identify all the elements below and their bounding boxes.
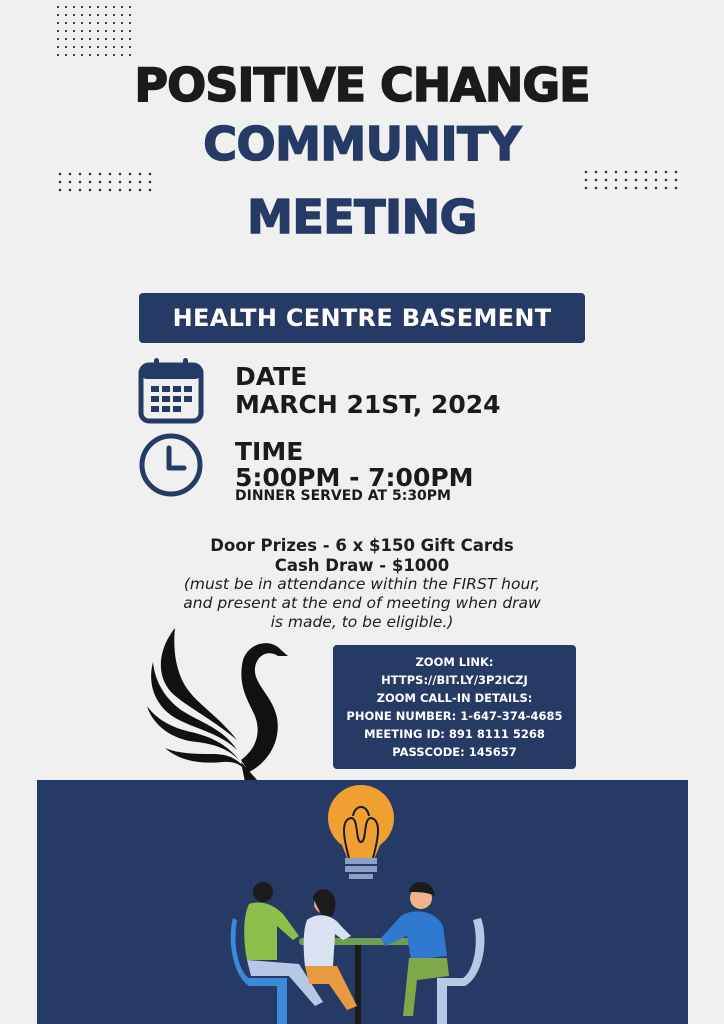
date-value: MARCH 21ST, 2024	[235, 390, 501, 419]
swan-logo	[145, 622, 295, 782]
title-line-2: COMMUNITY	[203, 117, 521, 171]
time-heading: TIME	[235, 437, 304, 466]
door-prizes-text: Door Prizes - 6 x $150 Gift Cards	[210, 536, 514, 555]
prizes-block	[0, 536, 724, 576]
time-value: 5:00PM - 7:00PM	[235, 463, 474, 492]
dinner-note: DINNER SERVED AT 5:30PM	[235, 488, 451, 504]
zoom-link-label: ZOOM LINK:	[415, 655, 494, 669]
eligibility-note-line-1: (must be in attendance within the FIRST hour,	[183, 575, 541, 593]
cash-draw-text: Cash Draw - $1000	[274, 556, 450, 575]
date-heading: DATE	[235, 362, 308, 391]
eligibility-note-line-3: is made, to be eligible.)	[270, 613, 454, 631]
zoom-passcode: PASSCODE: 145657	[392, 745, 517, 759]
lightbulb-icon	[328, 785, 394, 879]
meeting-illustration	[37, 780, 688, 1024]
clock-icon	[138, 432, 204, 498]
zoom-link-url[interactable]: HTTPS://BIT.LY/3P2ICZJ	[381, 673, 528, 687]
venue-banner: HEALTH CENTRE BASEMENT	[139, 293, 585, 343]
calendar-icon	[138, 356, 204, 424]
zoom-details-box	[333, 645, 576, 769]
zoom-call-in-label: ZOOM CALL-IN DETAILS:	[376, 691, 533, 705]
zoom-phone-number: PHONE NUMBER: 1-647-374-4685	[346, 709, 563, 723]
title-line-1: POSITIVE CHANGE	[134, 58, 590, 112]
eligibility-note	[0, 575, 724, 632]
eligibility-note-line-2: and present at the end of meeting when draw	[183, 594, 541, 612]
title-line-3: MEETING	[247, 190, 477, 244]
dot-grid-top-left	[56, 5, 136, 61]
zoom-meeting-id: MEETING ID: 891 8111 5268	[364, 727, 545, 741]
